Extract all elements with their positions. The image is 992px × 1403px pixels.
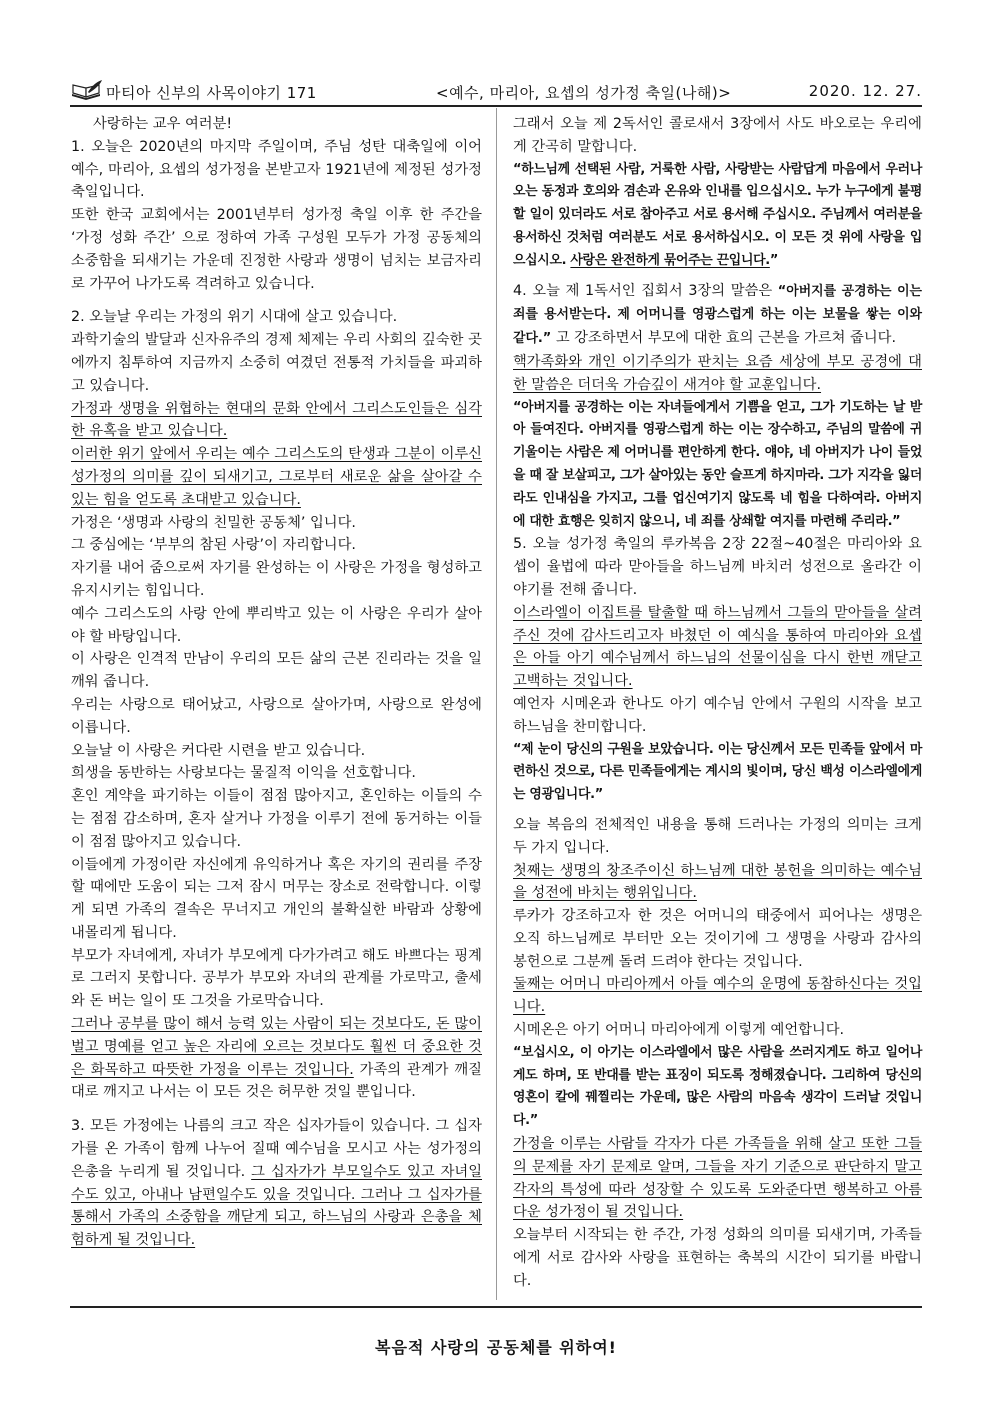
- section-2-para: 우리는 사랑으로 태어났고, 사랑으로 살아가며, 사랑으로 완성에 이릅니다.: [71, 696, 482, 736]
- section-6-para: 루카가 강조하고자 한 것은 어머니의 태중에서 피어나는 생명은 오직 하느님께로 부터만 오는 것이기에 그 생명을 사랑과 감사의 봉헌으로 그분께 돌려 드려야 한다는 것입니다.: [513, 908, 922, 970]
- issue-date: 2020. 12. 27.: [808, 82, 922, 100]
- underlined-text: 그러나 공부를 많이 해서 능력 있는 사람이 되는 것보다도, 돈 많이 벌고 명예를 얻고 높은 자리에 오르는 것보다도 훨씬 더 중요한 것은 화목하고 따뜻한 가정을 이루는 것입니다.: [71, 1016, 482, 1078]
- section-2-para: 예수 그리스도의 사랑 안에 뿌리박고 있는 이 사랑은 우리가 살아야 할 바탕입니다.: [71, 605, 482, 645]
- book-quill-icon: [70, 80, 104, 102]
- quote-close: ”: [769, 252, 779, 268]
- section-2-para-underlined: 가정과 생명을 위협하는 현대의 문화 안에서 그리스도인들은 심각한 유혹을 받고 있습니다.: [71, 400, 482, 440]
- section-5-para: 5. 오늘 성가정 축일의 루카복음 2장 22절~40절은 마리아와 요셉이 율법에 따라 맏아들을 하느님께 바치러 성전으로 올라간 이야기를 전해 줍니다.: [513, 536, 922, 598]
- section-2-heading: 2. 오늘날 우리는 가정의 위기 시대에 살고 있습니다.: [71, 309, 398, 326]
- section-6-para: 오늘 복음의 전체적인 내용을 통해 드러나는 가정의 의미는 크게 두 가지 입니다.: [513, 816, 922, 856]
- section-6-para: 시메온은 아기 어머니 마리아에게 이렇게 예언합니다.: [513, 1022, 845, 1039]
- quote-underlined-text: 사랑은 완전하게 묶어주는 끈입니다.: [570, 252, 770, 268]
- section-2-para-underlined: 이러한 위기 앞에서 우리는 예수 그리스도의 탄생과 그분이 이루신 성가정의 의미를 깊이 되새기고, 그로부터 새로운 삶을 살아갈 수 있는 힘을 얻도록 초대받고 있습니다.: [71, 446, 482, 508]
- plain-text: 가족의 관계가 깨질 대로 깨지고 나서는 이 모든 것은 허무한 것일 뿐입니다.: [71, 1061, 482, 1101]
- header-rule: [70, 105, 922, 107]
- feast-title: <예수, 마리아, 요셉의 성가정 축일(나해)>: [436, 84, 732, 102]
- plain-text: 고 강조하면서 부모에 대한 효의 근본을 가르쳐 줍니다.: [551, 330, 897, 347]
- closing-para: 오늘부터 시작되는 한 주간, 가정 성화의 의미를 되새기며, 가족들에게 서로 감사와 사랑을 표현하는 축복의 시간이 되기를 바랍니다.: [513, 1227, 922, 1289]
- section-2-para-mixed: [71, 1013, 482, 1104]
- section-2-para: 이들에게 가정이란 자신에게 유익하거나 혹은 자기의 권리를 주장할 때에만 도움이 되는 그저 잠시 머무는 장소로 전락합니다. 이렇게 되면 가족의 결속은 무너지고 개인의 불확실한 바람과 상황에 내몰리게 됩니다.: [71, 856, 482, 941]
- sirach-quote: “아버지를 공경하는 이는 자녀들에게서 기쁨을 얻고, 그가 기도하는 날 받아 들여진다. 아버지를 영광스럽게 하는 이는 장수하고, 주님의 말씀에 귀 기울이는 사람은 제 어머니를 편안하게 한다. 얘야, 네 아버지가 나이 들었을 때 잘 보살피고, 그가 살아있는 동안 슬프게 하지마라. 그가 지각을 잃더라도 인내심을 가지고, 그를 업신여기지 않도록 네 힘을 다하여라. 아버지에 대한 효행은 잊히지 않으니, 네 죄를 상쇄할 여지를 마련해 주리라.”: [513, 399, 922, 529]
- section-5-underlined: 이스라엘이 이집트를 탈출할 때 하느님께서 그들의 맏아들을 살려주신 것에 감사드리고자 바쳤던 이 예식을 통하여 마리아와 요셉은 아들 아기 예수님께서 하느님의 선물이심을 다시 한번 깨닫고 고백하는 것입니다.: [513, 604, 922, 690]
- footer-motto: 복음적 사랑의 공동체를 위하여!: [375, 1338, 617, 1357]
- section-2-para: 가정은 ‘생명과 사랑의 친밀한 공동체’ 입니다.: [71, 514, 356, 531]
- section-2-para: 오늘날 이 사랑은 커다란 시련을 받고 있습니다.: [71, 742, 366, 759]
- section-2-para: 부모가 자녀에게, 자녀가 부모에게 다가가려고 해도 바쁘다는 핑계로 그러지 못합니다. 공부가 부모와 자녀의 관계를 가로막고, 출세와 돈 버는 일이 또 그것을 가로막습니다.: [71, 947, 482, 1010]
- bold-quote-text: “아버지를 공경하는 이는 죄를 용서받는다. 제 어머니를 영광스럽게 하는 이는 보물을 쌓는 이와 같다.”: [513, 283, 922, 347]
- section-2-para: 과학기술의 발달과 신자유주의 경제 체제는 우리 사회의 깊숙한 곳에까지 침투하여 지금까지 소중히 여겼던 전통적 가치들을 파괴하고 있습니다.: [71, 332, 482, 394]
- section-4-para-mixed: [513, 280, 922, 351]
- column-divider: [496, 108, 497, 1300]
- section-6-underlined: 첫째는 생명의 창조주이신 하느님께 대한 봉헌을 의미하는 예수님을 성전에 바치는 행위입니다.: [513, 862, 922, 902]
- right-column: [513, 113, 922, 1293]
- greeting: 사랑하는 교우 여러분!: [93, 116, 233, 132]
- quote-text: “하느님께 선택된 사람, 거룩한 사람, 사랑받는 사람답게 마음에서 우러나오는 동정과 호의와 겸손과 온유와 인내를 입으십시오. 누가 누구에게 불평할 일이 있더라도 서로 참아주고 서로 용서해 주십시오. 주님께서 여러분을 용서하신 것처럼 여러분도 서로 용서하십시오. 이 모든 것 위에 사랑을 입으십시오.: [513, 161, 922, 268]
- page-header: [70, 80, 922, 102]
- plain-text: 3. 모든 가정에는 나름의 크고 작은 십자가들이 있습니다. 그 십자가를 온 가족이 함께 나누어 질때 예수님을 모시고 사는 성가정의 은총을 누리게 될 것입니다.: [71, 1118, 482, 1180]
- closing-underlined: 가정을 이루는 사람들 각자가 다른 가족들을 위해 살고 또한 그들의 문제를 자기 문제로 알며, 그들을 자기 기준으로 판단하지 말고 각자의 특성에 따라 성장할 수 있도록 도와준다면 행복하고 아름다운 성가정이 될 것입니다.: [513, 1136, 922, 1221]
- section-4-underlined: 핵가족화와 개인 이기주의가 판치는 요즘 세상에 부모 공경에 대한 말씀은 더더욱 가슴깊이 새겨야 할 교훈입니다.: [513, 353, 922, 393]
- underlined-text: 그 십자가가 부모일수도 있고 자녀일수도 있고, 아내나 남편일수도 있을 것입니다. 그러나 그 십자가를 통해서 가족의 소중함을 깨닫게 되고, 하느님의 사랑과 은총을 체험하게 될 것입니다.: [71, 1163, 483, 1249]
- simeon-prophecy-quote: “보십시오, 이 아기는 이스라엘에서 많은 사람을 쓰러지게도 하고 일어나게도 하며, 또 반대를 받는 표징이 되도록 정해졌습니다. 그리하여 당신의 영혼이 칼에 꿰찔리는 가운데, 많은 사람의 마음속 생각이 드러날 것입니다.”: [513, 1044, 922, 1129]
- colossians-quote: [513, 159, 922, 273]
- section-3-para-mixed: [71, 1115, 482, 1252]
- section-5-para: 예언자 시메온과 한나도 아기 예수님 안에서 구원의 시작을 보고 하느님을 찬미합니다.: [513, 695, 922, 735]
- footer-rule: [70, 1306, 922, 1308]
- section-6-underlined: 둘째는 어머니 마리아께서 아들 예수의 운명에 동참하신다는 것입니다.: [513, 976, 922, 1016]
- section-2-para: 이 사랑은 인격적 만남이 우리의 모든 삶의 근본 진리라는 것을 일깨워 줍니다.: [71, 651, 482, 691]
- section-2-para: 그 중심에는 ‘부부의 참된 사랑’이 자리합니다.: [71, 537, 356, 554]
- section-2-para: 자기를 내어 줌으로써 자기를 완성하는 이 사랑은 가정을 형성하고 유지시키는 힘입니다.: [71, 560, 482, 599]
- simeon-quote: “제 눈이 당신의 구원을 보았습니다. 이는 당신께서 모든 민족들 앞에서 마련하신 것으로, 다른 민족들에게는 계시의 빛이며, 당신 백성 이스라엘에게는 영광입니다.”: [513, 741, 922, 803]
- section-2-para: 혼인 계약을 파기하는 이들이 점점 많아지고, 혼인하는 이들의 수는 점점 감소하며, 혼자 살거나 가정을 이루기 전에 동거하는 이들이 점점 많아지고 있습니다.: [71, 788, 482, 850]
- section-1-para-2: 또한 한국 교회에서는 2001년부터 성가정 축일 이후 한 주간을 ‘가정 성화 주간’ 으로 정하여 가족 구성원 모두가 가정 공동체의 소중함을 되새기는 가운데 진정한 사랑과 생명이 넘치는 보금자리로 가꾸어 나가도록 격려하고 있습니다.: [71, 207, 482, 292]
- section-1-para-1: 1. 오늘은 2020년의 마지막 주일이며, 주님 성탄 대축일에 이어 예수, 마리아, 요셉의 성가정을 본받고자 1921년에 제정된 성가정 축일입니다.: [71, 138, 482, 201]
- left-column: [71, 113, 482, 1252]
- section-2-para: 희생을 동반하는 사랑보다는 물질적 이익을 선호합니다.: [71, 765, 416, 782]
- series-title: 마티아 신부의 사목이야기 171: [106, 84, 317, 102]
- plain-text: 4. 오늘 제 1독서인 집회서 3장의 말씀은: [513, 282, 778, 299]
- colossians-intro: 그래서 오늘 제 2독서인 콜로새서 3장에서 사도 바오로는 우리에게 간곡히 말합니다.: [513, 116, 922, 155]
